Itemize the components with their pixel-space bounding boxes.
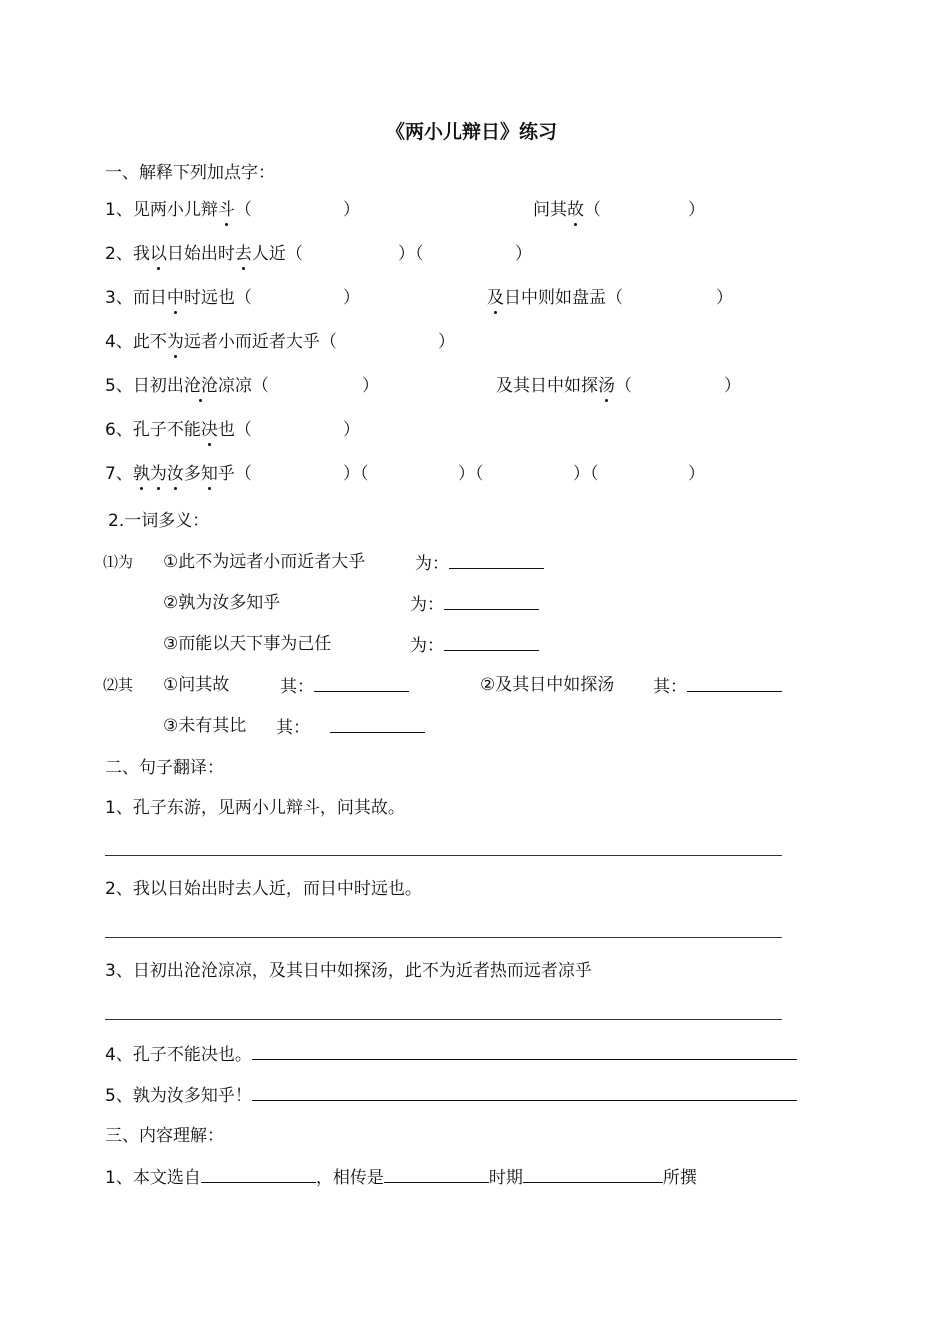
exercise-2: 2、我以日始出时去人近（ [105, 244, 303, 264]
exercise-5: 5、日初出沧沧凉凉（ [105, 376, 269, 396]
exercise-1-b-close: ） [688, 200, 705, 220]
answer-blank[interactable] [252, 1083, 797, 1101]
answer-blank[interactable] [252, 1042, 797, 1060]
page-title: 《两小儿辩日》练习 [386, 121, 558, 143]
exercise-1-close: ） [343, 200, 360, 220]
dotted-char: 沧沧 [183, 376, 218, 396]
translation-sentence-3: 3、日初出沧沧凉凉，及其日中如探汤，此不为近者热而远者凉乎 [105, 961, 592, 981]
qi-sentence-2: ②及其日中如探汤 [480, 675, 615, 695]
answer-blank[interactable] [444, 633, 539, 651]
dotted-char: 故 [567, 200, 584, 220]
exercise-7: 7、孰为汝多知乎（ [105, 464, 252, 484]
answer-blank[interactable] [314, 674, 409, 692]
dotted-char: 及 [487, 288, 504, 308]
answer-line[interactable] [105, 1019, 782, 1020]
qi-answer-2: 其： [653, 674, 782, 698]
exercise-6-close: ） [343, 420, 360, 440]
answer-blank[interactable] [201, 1165, 316, 1183]
dotted-char: 汝 [166, 464, 184, 484]
polysemy-heading: 2.一词多义： [108, 511, 210, 531]
dotted-char: 决 [200, 420, 218, 440]
answer-blank[interactable] [449, 551, 544, 569]
dotted-char: 汤 [598, 376, 615, 396]
exercise-2-close: ） [515, 244, 532, 264]
translation-sentence-2: 2、我以日始出时去人近，而日中时远也。 [105, 879, 422, 899]
wei-sentence-2: ②孰为汝多知乎 [163, 593, 281, 613]
exercise-3-close: ） [343, 288, 360, 308]
answer-line[interactable] [105, 855, 782, 856]
answer-blank[interactable] [444, 592, 539, 610]
exercise-2-mid: ）（ [398, 244, 424, 264]
exercise-3: 3、而日中时远也（ [105, 288, 252, 308]
dotted-char: 为 [149, 464, 167, 484]
wei-answer-3: 为： [410, 633, 539, 657]
translation-sentence-5: 5、孰为汝多知乎！ [105, 1083, 797, 1107]
qi-answer-3: 其： [276, 715, 425, 739]
translation-sentence-1: 1、孔子东游，见两小儿辩斗，问其故。 [105, 798, 405, 818]
exercise-7-close: ） [688, 464, 705, 484]
comprehension-heading: 三、内容理解： [105, 1126, 224, 1146]
exercise-5-close: ） [362, 376, 379, 396]
exercise-1-b: 问其故（ [533, 200, 601, 220]
exercise-7-p2: ）（ [343, 464, 369, 484]
comprehension-question-1: 1、本文选自 ，相传是 时期 所撰 [105, 1165, 697, 1189]
dotted-char: 去 [234, 244, 252, 264]
wei-label: ⑴为 [103, 553, 134, 571]
translation-sentence-4: 4、孔子不能决也。 [105, 1042, 797, 1066]
exercise-6: 6、孔子不能决也（ [105, 420, 252, 440]
answer-blank[interactable] [330, 715, 425, 733]
exercise-3-b: 及日中则如盘盂（ [487, 288, 623, 308]
answer-line[interactable] [105, 937, 782, 938]
dotted-char: 以 [149, 244, 167, 264]
qi-answer-1: 其： [280, 674, 409, 698]
dotted-char: 孰 [132, 464, 150, 484]
qi-sentence-3: ③未有其比 [163, 716, 247, 736]
answer-blank[interactable] [523, 1165, 663, 1183]
exercise-4: 4、此不为远者小而近者大乎（ [105, 332, 337, 352]
exercise-7-p4: ）（ [573, 464, 599, 484]
qi-label: ⑵其 [103, 676, 134, 694]
exercise-7-p3: ）（ [458, 464, 484, 484]
wei-sentence-1: ①此不为远者小而近者大乎 [163, 552, 366, 572]
exercise-3-b-close: ） [716, 288, 733, 308]
answer-blank[interactable] [687, 674, 782, 692]
translation-heading: 二、句子翻译： [105, 758, 224, 778]
wei-sentence-3: ③而能以天下事为己任 [163, 634, 332, 654]
exercise-5-b: 及其日中如探汤（ [496, 376, 632, 396]
answer-blank[interactable] [384, 1165, 489, 1183]
dotted-char: 中 [166, 288, 184, 308]
dotted-char: 知 [200, 464, 218, 484]
wei-answer-1: 为： [415, 551, 544, 575]
exercise-1: 1、见两小儿辩斗（ [105, 200, 252, 220]
exercise-5-b-close: ） [724, 376, 741, 396]
qi-sentence-1: ①问其故 [163, 675, 230, 695]
wei-answer-2: 为： [410, 592, 539, 616]
section1-heading: 一、解释下列加点字： [105, 163, 275, 183]
exercise-4-close: ） [438, 332, 455, 352]
dotted-char: 斗 [217, 200, 235, 220]
dotted-char: 为 [166, 332, 184, 352]
